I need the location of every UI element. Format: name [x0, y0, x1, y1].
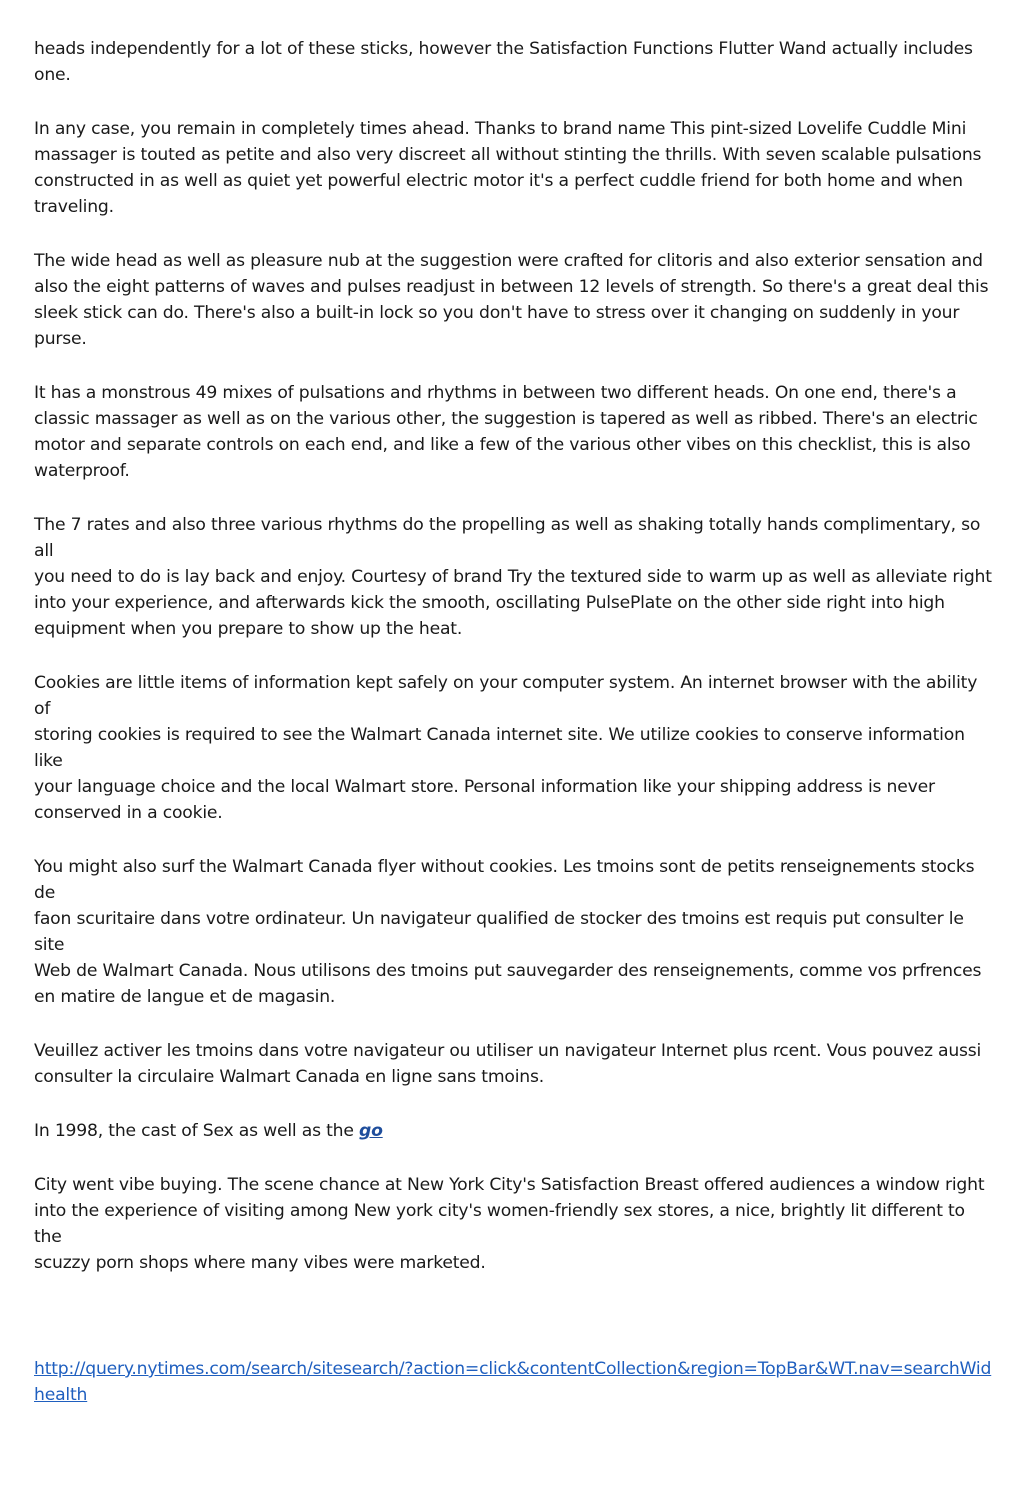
paragraph-2: In any case, you remain in completely times ahead. Thanks to brand name This pint-sized Lovelife Cuddle Mini massager is touted as petite and also very discreet all without stinting the thrills. With seven scalable pulsations constructed in as well as quiet yet powerful electric motor it's a perfect cuddle friend for both home and when traveling. [34, 119, 982, 217]
paragraph-3: The wide head as well as pleasure nub at the suggestion were crafted for clitoris and also exterior sensation and also the eight patterns of waves and pulses readjust in between 12 levels of strength. So there's a great deal this sleek stick can do. There's also a built-in lock so you don't have to stress over it changing on suddenly in your purse. [34, 251, 989, 349]
url-line-2: health [34, 1385, 88, 1405]
paragraph-6: Cookies are little items of information kept safely on your computer system. An internet browser with the ability of storing cookies is required to see the Walmart Canada internet site. We utilize cookies to conserve information like your language choice and the local Walmart store. Personal information like your shipping address is never conserved in a cookie. [34, 673, 978, 823]
paragraph-closing: City went vibe buying. The scene chance at New York City's Satisfaction Breast offered audiences a window right into the experience of visiting among New york city's women-friendly sex stores, a nice, brightly lit different to the scuzzy porn shops where many vibes were marketed. [34, 1175, 985, 1273]
paragraph-5: The 7 rates and also three various rhythms do the propelling as well as shaking totally hands complimentary, so all you need to do is lay back and enjoy. Courtesy of brand Try the textured side to warm up as well as alleviate right into your experience, and afterwards kick the smooth, oscillating PulsePlate on the other side right into high equipment when you prepare to show up the heat. [34, 515, 992, 639]
paragraph-with-link [34, 1118, 994, 1144]
paragraph-8: Veuillez activer les tmoins dans votre navigateur ou utiliser un navigateur Internet plus rcent. Vous pouvez aussi consulter la circulaire Walmart Canada en ligne sans tmoins. [34, 1041, 982, 1087]
nytimes-url-link[interactable] [34, 1356, 994, 1408]
go-link[interactable]: go [358, 1121, 383, 1141]
link-paragraph-prefix: In 1998, the cast of Sex as well as the [34, 1121, 359, 1141]
paragraph-4: It has a monstrous 49 mixes of pulsations and rhythms in between two different heads. On one end, there's a classic massager as well as on the various other, the suggestion is tapered as well as ribbed. There's an electric motor and separate controls on each end, and like a few of the various other vibes on this checklist, this is also waterproof. [34, 383, 978, 481]
url-line-1: http://query.nytimes.com/search/sitesearch/?action=click&contentCollection&region=TopBar&WT.nav=searchWid [34, 1359, 992, 1379]
paragraph-1: heads independently for a lot of these sticks, however the Satisfaction Functions Flutter Wand actually includes one. [34, 39, 973, 85]
paragraph-7: You might also surf the Walmart Canada flyer without cookies. Les tmoins sont de petits renseignements stocks de faon scuritaire dans votre ordinateur. Un navigateur qualified de stocker des tmoins est requis put consulter le site Web de Walmart Canada. Nous utilisons des tmoins put sauvegarder des renseignements, comme vos prfrences en matire de langue et de magasin. [34, 857, 982, 1007]
url-paragraph [34, 1304, 994, 1460]
document-body [34, 36, 994, 1488]
